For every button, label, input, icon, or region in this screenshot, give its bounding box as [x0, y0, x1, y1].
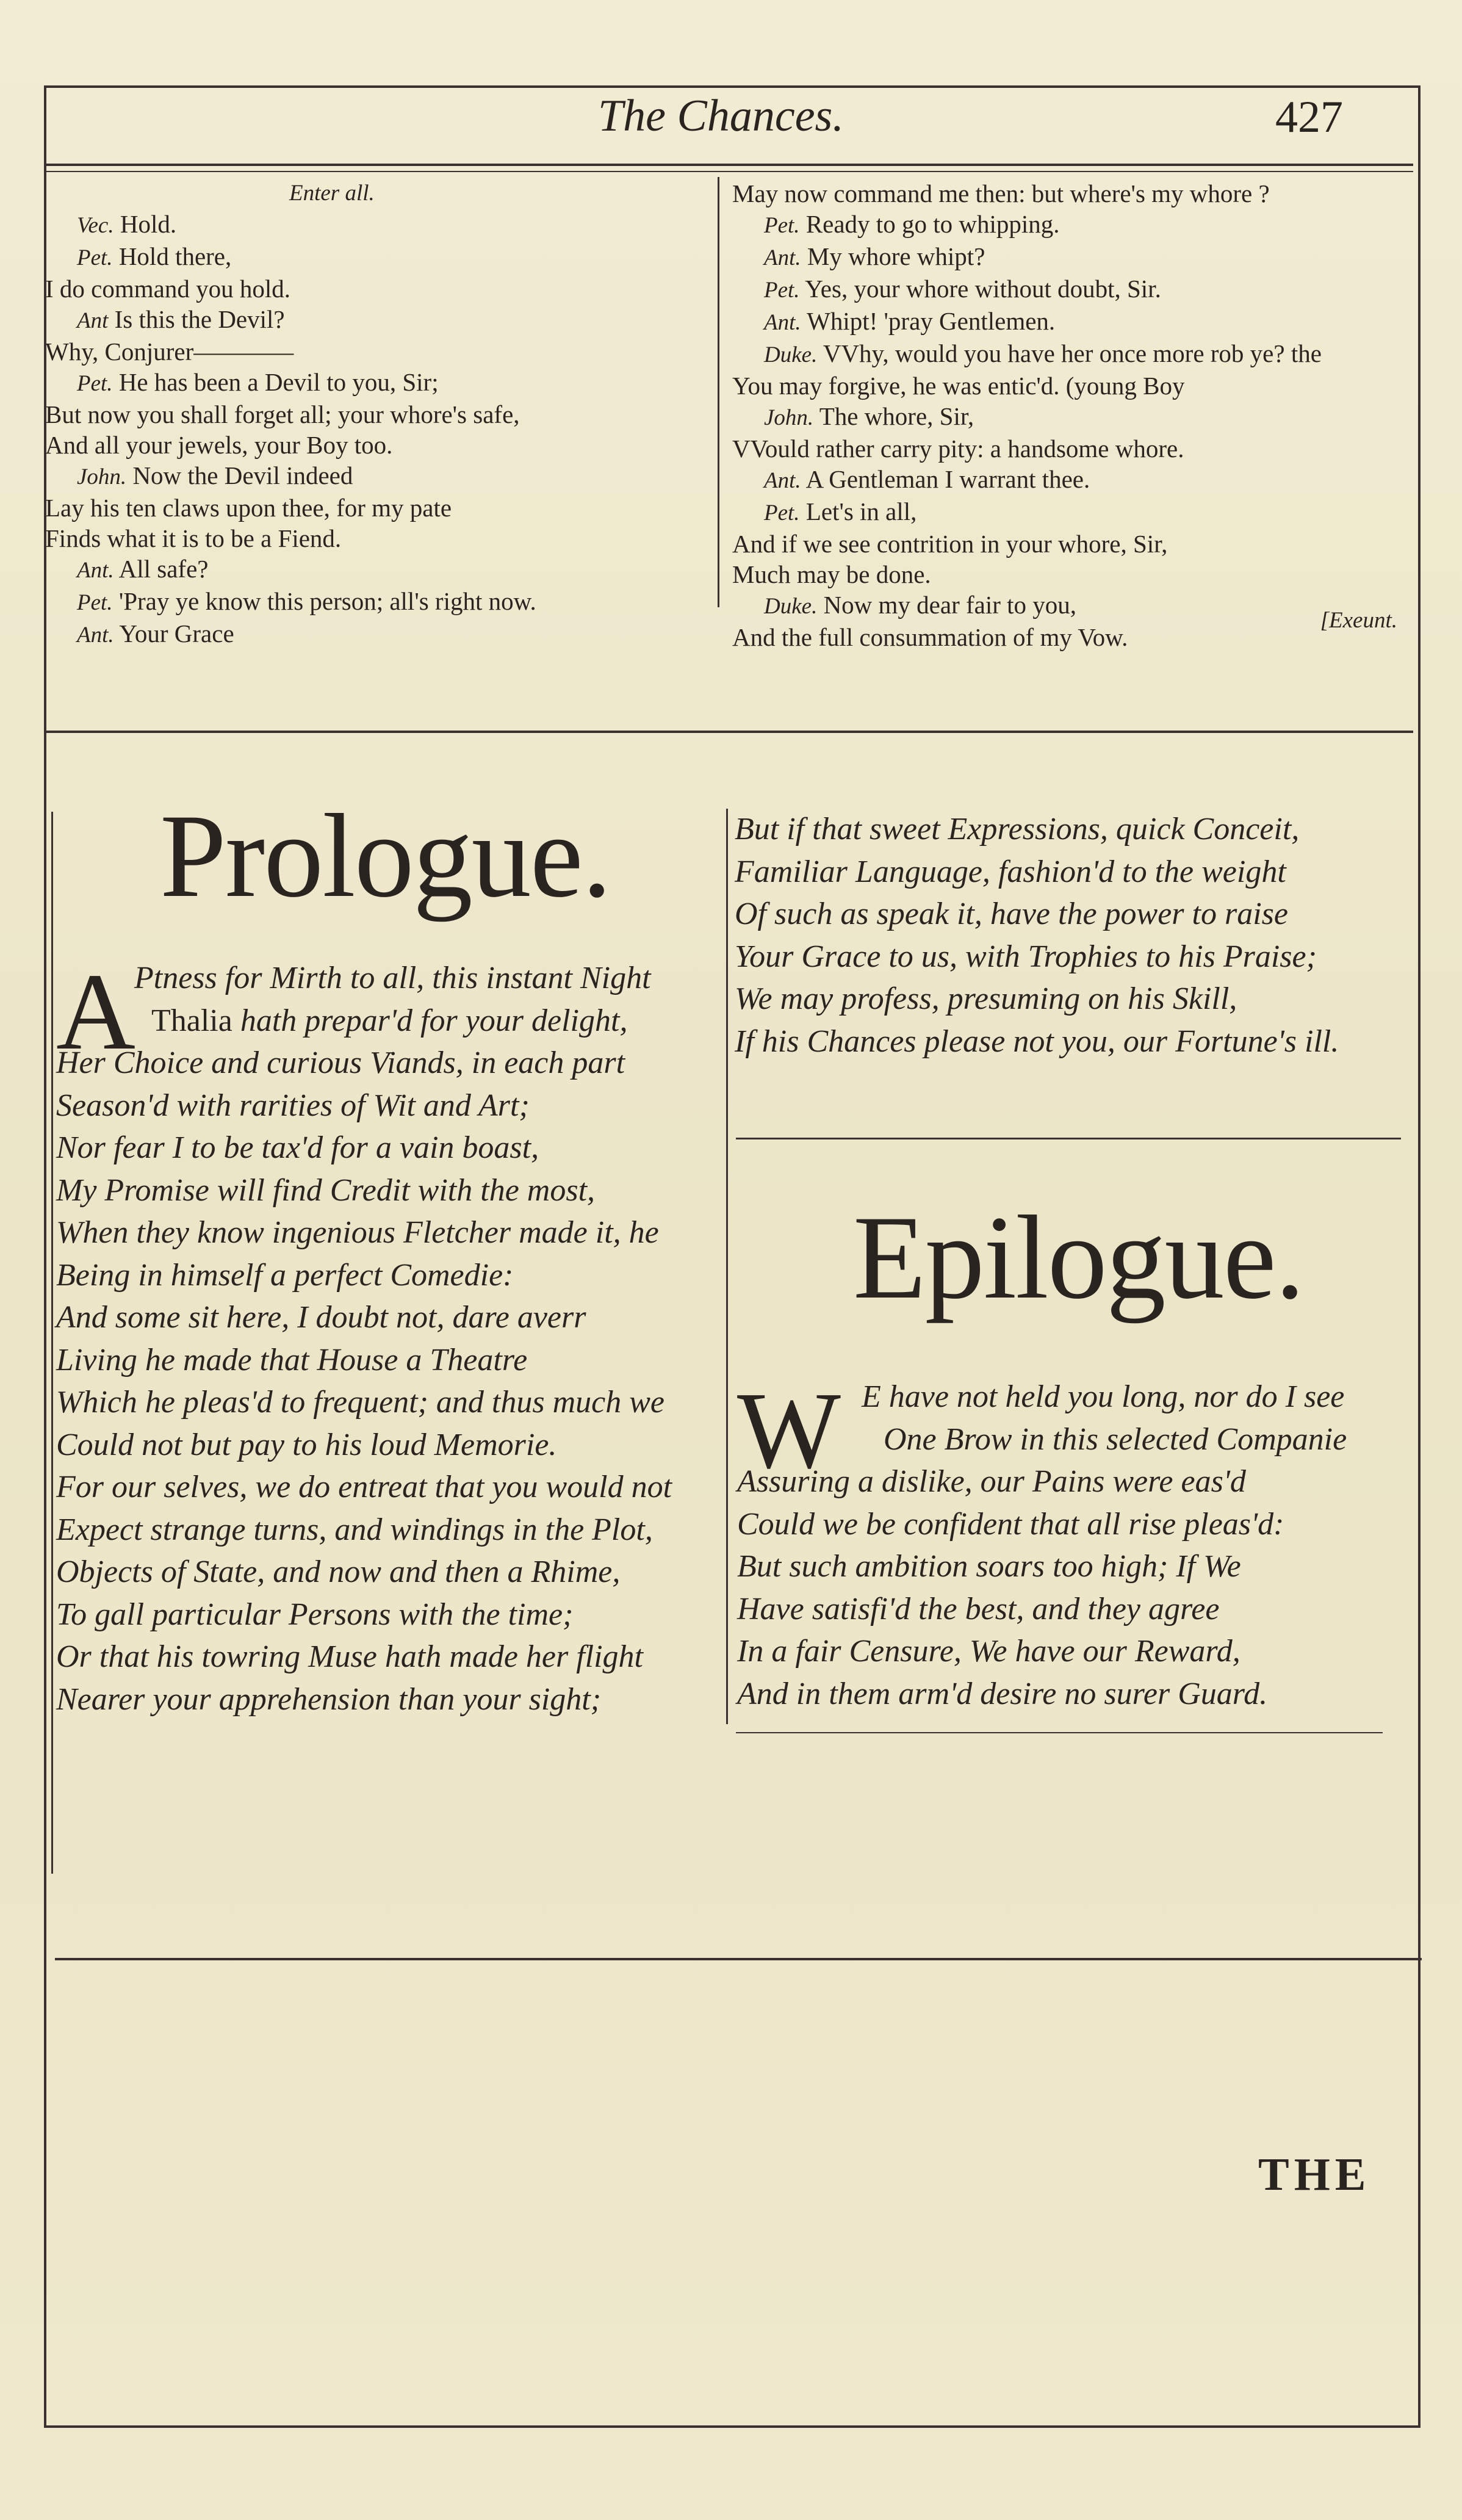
line-text: VVhy, would you have her once more rob ye? the: [823, 339, 1322, 367]
line-text: And the full consummation of my Vow.: [732, 623, 1128, 651]
prologue-drop-cap: A: [56, 951, 135, 1072]
prologue-line: Expect strange turns, and windings in the Plot,: [56, 1512, 653, 1547]
epilogue-drop-cap: W: [737, 1370, 841, 1491]
speaker-name: John.: [77, 464, 127, 489]
line-text: Finds what it is to be a Fiend.: [45, 524, 342, 552]
prologue-heading: Prologue.: [160, 790, 611, 922]
play-line: [732, 241, 1397, 273]
play-line: [732, 178, 1397, 209]
prologue-epilogue-divider: [736, 1138, 1401, 1139]
epilogue-line: Have satisfi'd the best, and they agree: [737, 1591, 1220, 1626]
epilogue-heading: Epilogue.: [853, 1191, 1304, 1324]
line-text: But now you shall forget all; your whore's safe,: [45, 400, 520, 428]
play-line: [732, 209, 1397, 241]
epilogue-line: And in them arm'd desire no surer Guard.: [737, 1676, 1268, 1711]
epilogue-lines: [737, 1460, 1402, 1715]
play-line: [45, 523, 710, 554]
play-line: [732, 433, 1397, 464]
play-line: [45, 586, 710, 618]
scene-column-divider: [718, 177, 719, 607]
epilogue-line: Could we be confident that all rise pleas'd:: [737, 1506, 1284, 1542]
play-line: [732, 559, 1397, 590]
prologue-line: My Promise will find Credit with the most,: [56, 1172, 596, 1208]
play-line: [45, 209, 710, 241]
prologue-line: And some sit here, I doubt not, dare averr: [56, 1300, 586, 1335]
play-line: [732, 401, 1397, 433]
line-text: You may forgive, he was entic'd. (young Boy: [732, 372, 1185, 400]
line-text: Whipt! 'pray Gentlemen.: [807, 307, 1056, 335]
line-text: 'Pray ye know this person; all's right now.: [118, 587, 536, 615]
line-text: My whore whipt?: [807, 242, 985, 270]
speaker-name: Ant.: [764, 468, 801, 493]
line-text: Ready to go to whipping.: [805, 210, 1060, 238]
speaker-name: Vec.: [77, 213, 114, 238]
play-line: [732, 622, 1397, 652]
play-line: [732, 590, 1397, 622]
play-line: [732, 496, 1397, 529]
play-line: [45, 241, 710, 273]
page-number: 427: [1275, 92, 1343, 142]
line-text: May now command me then: but where's my whore ?: [732, 179, 1270, 208]
line-text: Hold there,: [118, 242, 232, 270]
prologue-continued-lines: [735, 808, 1400, 1063]
play-line: [45, 618, 710, 651]
prologue-line: Her Choice and curious Viands, in each part: [56, 1045, 625, 1080]
prologue-line: If his Chances please not you, our Fortune's ill.: [735, 1024, 1339, 1059]
speaker-name: Duke.: [764, 594, 818, 619]
prologue-line: Nearer your apprehension than your sight;: [56, 1681, 602, 1717]
epilogue-bottom-rule: [736, 1732, 1383, 1733]
epilogue-line: Assuring a dislike, our Pains were eas'd: [737, 1464, 1246, 1499]
left-column-rule: [51, 812, 53, 1874]
line-text: A Gentleman I warrant thee.: [805, 465, 1090, 493]
prologue-lines: [56, 1042, 721, 1720]
lower-section-rule: [55, 1958, 1422, 1960]
header-rule: [46, 164, 1413, 166]
line-text: And all your jewels, your Boy too.: [45, 431, 393, 459]
speaker-name: Pet.: [77, 590, 113, 615]
play-line: [45, 430, 710, 460]
line-text: Now my dear fair to you,: [823, 591, 1077, 619]
prologue-line: Familiar Language, fashion'd to the weight: [735, 854, 1286, 889]
prologue-line: Which he pleas'd to frequent; and thus much we: [56, 1385, 665, 1420]
line-text: Is this the Devil?: [114, 305, 285, 333]
speaker-name: Pet.: [764, 500, 800, 525]
play-line: [45, 367, 710, 399]
play-line: [732, 306, 1397, 338]
prologue-line: Of such as speak it, have the power to raise: [735, 897, 1288, 931]
speaker-name: Pet.: [77, 245, 113, 270]
line-text: I do command you hold.: [45, 275, 290, 303]
speaker-name: Pet.: [764, 278, 800, 303]
epilogue-line: But such ambition soars too high; If We: [737, 1549, 1241, 1584]
line-text: Yes, your whore without doubt, Sir.: [805, 275, 1161, 303]
speaker-name: Ant.: [764, 310, 801, 335]
line-text: Why, Conjurer————: [45, 338, 294, 366]
play-line: [45, 304, 710, 336]
thalia-name: Thalia: [151, 1003, 232, 1038]
prologue-line: When they know ingenious Fletcher made it, he: [56, 1215, 659, 1250]
line-text: All safe?: [118, 555, 209, 583]
play-line: [732, 338, 1397, 370]
play-line: [732, 273, 1397, 306]
header-rule-thin: [46, 171, 1413, 172]
prologue-line: Your Grace to us, with Trophies to his Praise;: [735, 939, 1317, 974]
prologue-text: [56, 951, 721, 1720]
play-line: [732, 529, 1397, 559]
speaker-name: Duke.: [764, 342, 818, 367]
prologue-line: Objects of State, and now and then a Rhime,: [56, 1554, 621, 1589]
prologue-line-rest: hath prepar'd for your delight,: [232, 1003, 628, 1038]
line-text: Much may be done.: [732, 560, 931, 588]
speaker-name: Ant.: [77, 558, 114, 583]
speaker-name: Pet.: [77, 371, 113, 396]
exeunt-direction: [Exeunt.: [1320, 608, 1397, 633]
epilogue-line: E have not held you long, nor do I see: [862, 1379, 1345, 1414]
line-text: Lay his ten claws upon thee, for my pate: [45, 494, 452, 522]
scene-left-column: [45, 178, 710, 651]
play-line: [45, 273, 710, 304]
prologue-line: Could not but pay to his loud Memorie.: [56, 1427, 557, 1462]
prologue-line: [56, 1000, 721, 1042]
running-title: The Chances.: [598, 91, 844, 141]
scene-bottom-rule: [46, 731, 1413, 733]
speaker-name: Ant: [77, 308, 109, 333]
prologue-line: Season'd with rarities of Wit and Art;: [56, 1088, 530, 1123]
line-text: Your Grace: [119, 619, 234, 648]
play-line: [732, 464, 1397, 496]
prologue-column-divider: [726, 809, 728, 1724]
play-line: [732, 370, 1397, 401]
prologue-line: But if that sweet Expressions, quick Conceit,: [735, 812, 1300, 847]
prologue-line: Being in himself a perfect Comedie:: [56, 1257, 514, 1293]
play-line: [45, 460, 710, 493]
line-text: And if we see contrition in your whore, Sir,: [732, 530, 1168, 558]
play-line: [45, 554, 710, 586]
line-text: The whore, Sir,: [819, 402, 974, 430]
line-text: He has been a Devil to you, Sir;: [118, 368, 439, 396]
prologue-continued: [735, 808, 1400, 1063]
scene-right-lines: [732, 178, 1397, 652]
speaker-name: Ant.: [77, 623, 114, 648]
catchword: THE: [1258, 2149, 1371, 2200]
epilogue-line: One Brow in this selected Companie: [884, 1421, 1347, 1457]
prologue-line: For our selves, we do entreat that you would not: [56, 1470, 672, 1504]
prologue-line: Nor fear I to be tax'd for a vain boast,: [56, 1130, 539, 1165]
play-line: [45, 336, 710, 367]
play-line: [45, 399, 710, 430]
scene-right-column: [732, 178, 1397, 652]
stage-direction: Enter all.: [289, 181, 375, 206]
speaker-name: John.: [764, 405, 814, 430]
prologue-line: Living he made that House a Theatre: [56, 1342, 528, 1377]
prologue-line: To gall particular Persons with the time;: [56, 1597, 574, 1632]
speaker-name: Pet.: [764, 213, 800, 238]
epilogue-text: [737, 1370, 1402, 1715]
prologue-line: We may profess, presuming on his Skill,: [735, 981, 1237, 1016]
prologue-line: Ptness for Mirth to all, this instant Night: [134, 961, 651, 995]
speaker-name: Ant.: [764, 245, 801, 270]
line-text: Let's in all,: [805, 497, 917, 525]
epilogue-line: In a fair Censure, We have our Reward,: [737, 1634, 1241, 1669]
prologue-line: Or that his towring Muse hath made her flight: [56, 1639, 643, 1674]
play-line: [45, 493, 710, 523]
line-text: Now the Devil indeed: [132, 461, 353, 489]
scene-left-lines: [45, 209, 710, 651]
line-text: Hold.: [120, 210, 177, 238]
line-text: VVould rather carry pity: a handsome whore.: [732, 435, 1184, 463]
